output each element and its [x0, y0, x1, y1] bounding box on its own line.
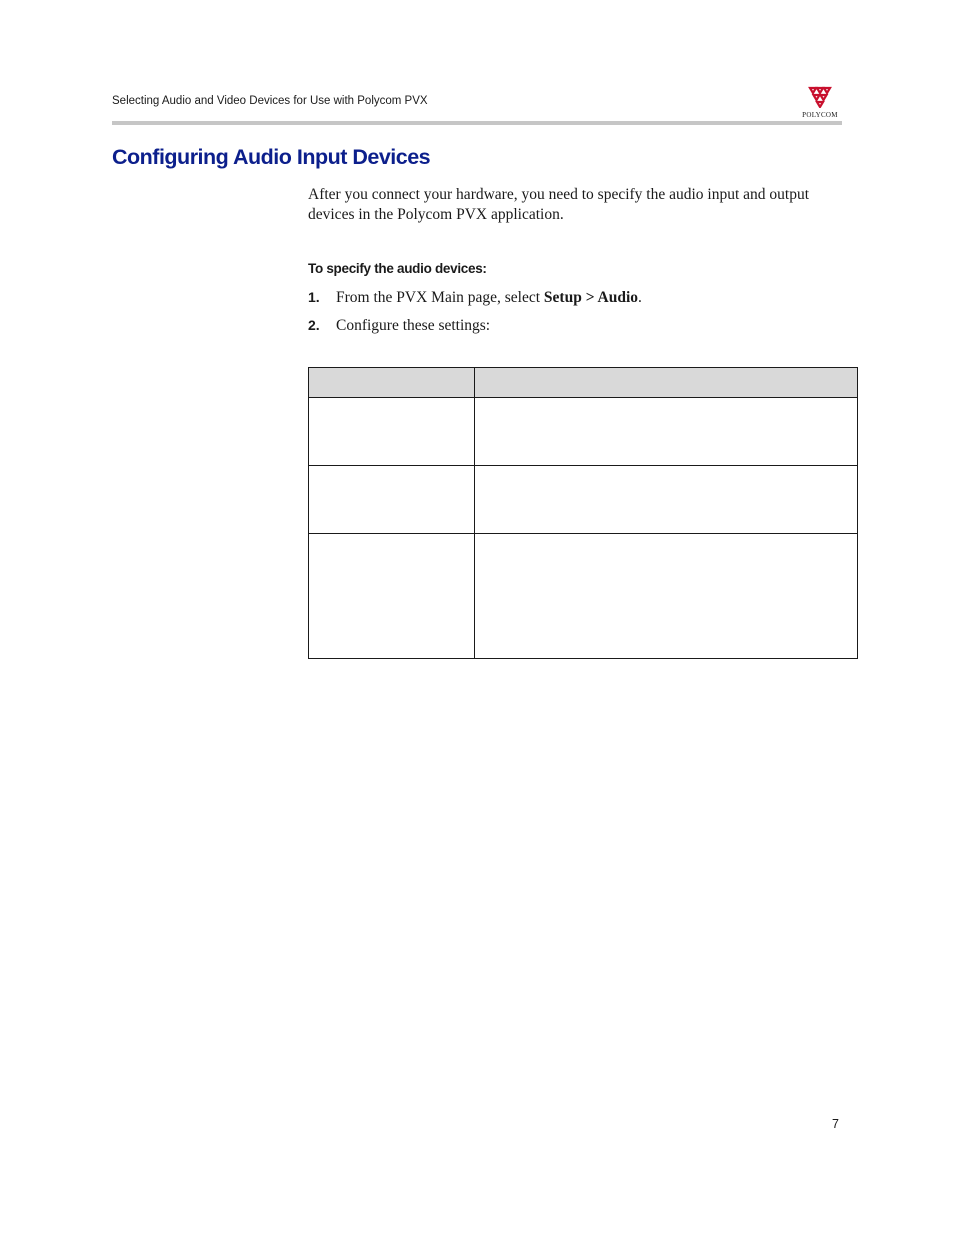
table-header-cell — [309, 368, 475, 398]
table-cell — [309, 466, 475, 534]
table-header-row — [309, 368, 858, 398]
table-cell — [309, 398, 475, 466]
section-title: Configuring Audio Input Devices — [112, 145, 431, 169]
table-row — [309, 398, 858, 466]
step-number: 2. — [308, 317, 320, 333]
step-text: Configure these settings: — [336, 317, 491, 334]
table-cell — [475, 534, 858, 659]
polycom-logo — [792, 86, 848, 122]
step-1 — [308, 288, 642, 307]
table-row — [309, 534, 858, 659]
step-text: From the PVX Main page, select — [336, 289, 544, 306]
step-number: 1. — [308, 289, 320, 305]
table-cell — [309, 534, 475, 659]
logo-text: POLYCOM — [802, 111, 838, 119]
settings-table — [308, 367, 858, 659]
step-2 — [308, 316, 490, 335]
page-number: 7 — [832, 1117, 839, 1131]
table-header-cell — [475, 368, 858, 398]
table-cell — [475, 466, 858, 534]
step-text-end: . — [638, 289, 642, 306]
procedure-heading: To specify the audio devices: — [308, 261, 487, 276]
running-header: Selecting Audio and Video Devices for Use with Polycom PVX — [112, 95, 428, 107]
intro-paragraph: After you connect your hardware, you need to specify the audio input and output devices in the Polycom PVX application. — [308, 186, 810, 223]
header-rule — [112, 121, 842, 125]
menu-path: Setup > Audio — [543, 289, 639, 306]
polycom-triangles-icon — [808, 86, 832, 108]
table-row — [309, 466, 858, 534]
table-cell — [475, 398, 858, 466]
